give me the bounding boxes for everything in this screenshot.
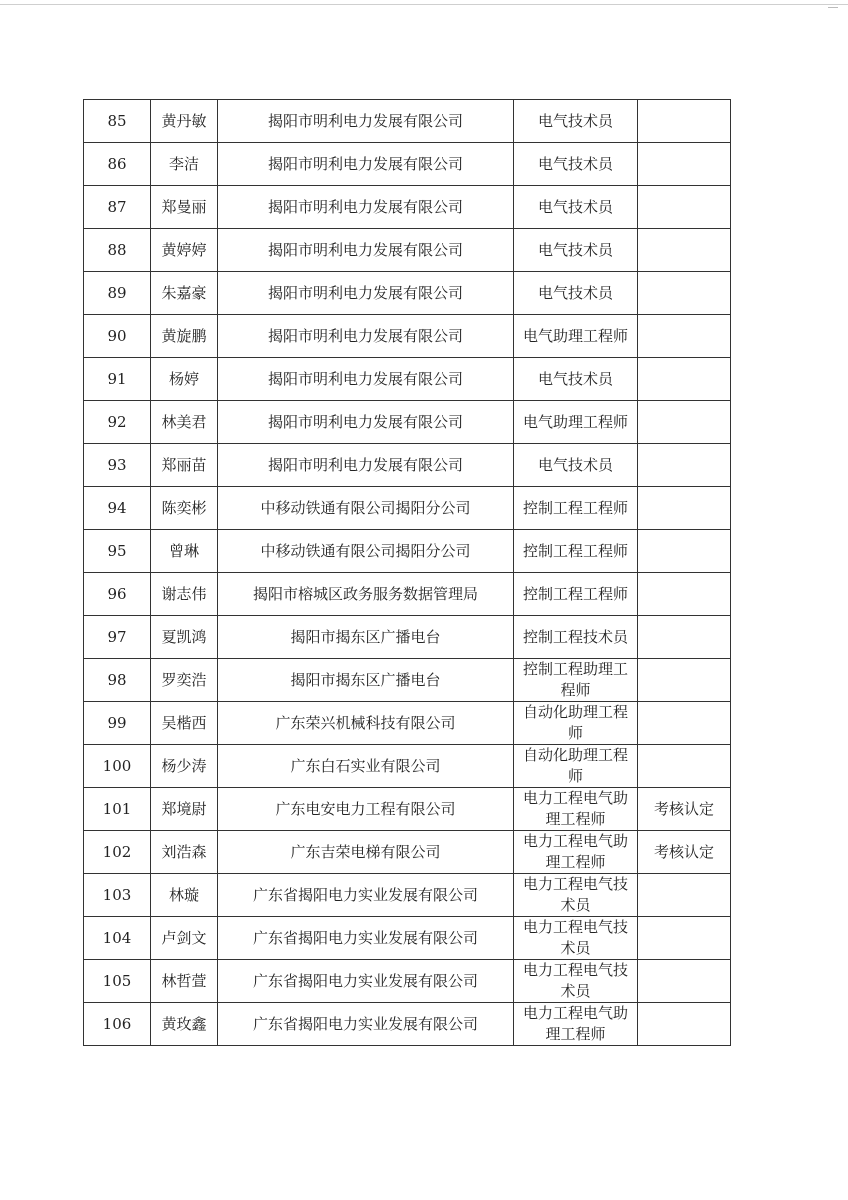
remark-cell — [638, 143, 731, 186]
row-number-cell: 92 — [84, 401, 151, 444]
remark-cell: 考核认定 — [638, 831, 731, 874]
row-number-cell: 95 — [84, 530, 151, 573]
person-name-cell: 杨少涛 — [151, 745, 218, 788]
person-name-cell: 黄旋鹏 — [151, 315, 218, 358]
person-name-cell: 林璇 — [151, 874, 218, 917]
organization-cell: 揭阳市榕城区政务服务数据管理局 — [218, 573, 514, 616]
person-name-cell: 朱嘉豪 — [151, 272, 218, 315]
job-title-cell — [514, 788, 638, 831]
organization-cell: 揭阳市明利电力发展有限公司 — [218, 272, 514, 315]
table-row — [84, 444, 731, 487]
job-title-text: 控制工程技术员 — [522, 627, 628, 646]
job-title-text: 自动化助理工程师 — [522, 746, 628, 785]
person-name-cell: 林美君 — [151, 401, 218, 444]
person-name-cell: 郑丽苗 — [151, 444, 218, 487]
organization-cell: 中移动铁通有限公司揭阳分公司 — [218, 487, 514, 530]
personnel-table-body — [84, 100, 731, 1046]
row-number-cell: 106 — [84, 1003, 151, 1046]
job-title-text: 电气技术员 — [537, 283, 613, 302]
job-title-text: 电力工程电气助理工程师 — [522, 1004, 628, 1043]
table-row — [84, 702, 731, 745]
remark-cell — [638, 616, 731, 659]
job-title-cell — [514, 100, 638, 143]
remark-cell — [638, 358, 731, 401]
row-number-cell: 102 — [84, 831, 151, 874]
organization-cell: 揭阳市明利电力发展有限公司 — [218, 186, 514, 229]
table-row — [84, 358, 731, 401]
job-title-cell — [514, 1003, 638, 1046]
table-row — [84, 745, 731, 788]
row-number-cell: 103 — [84, 874, 151, 917]
person-name-cell: 曾琳 — [151, 530, 218, 573]
job-title-text: 控制工程工程师 — [522, 498, 628, 517]
job-title-cell — [514, 745, 638, 788]
organization-cell: 广东吉荣电梯有限公司 — [218, 831, 514, 874]
person-name-cell: 郑曼丽 — [151, 186, 218, 229]
organization-cell: 广东白石实业有限公司 — [218, 745, 514, 788]
job-title-text: 自动化助理工程师 — [522, 703, 628, 742]
remark-cell — [638, 530, 731, 573]
job-title-cell — [514, 315, 638, 358]
remark-cell — [638, 1003, 731, 1046]
table-row — [84, 874, 731, 917]
remark-cell — [638, 272, 731, 315]
person-name-cell: 黄玫鑫 — [151, 1003, 218, 1046]
job-title-text: 电气技术员 — [537, 455, 613, 474]
row-number-cell: 88 — [84, 229, 151, 272]
row-number-cell: 97 — [84, 616, 151, 659]
organization-cell: 广东省揭阳电力实业发展有限公司 — [218, 960, 514, 1003]
table-row — [84, 659, 731, 702]
row-number-cell: 86 — [84, 143, 151, 186]
organization-cell: 揭阳市明利电力发展有限公司 — [218, 315, 514, 358]
row-number-cell: 105 — [84, 960, 151, 1003]
row-number-cell: 85 — [84, 100, 151, 143]
job-title-text: 电力工程电气助理工程师 — [522, 789, 628, 828]
remark-cell — [638, 659, 731, 702]
organization-cell: 广东荣兴机械科技有限公司 — [218, 702, 514, 745]
job-title-cell — [514, 358, 638, 401]
job-title-text: 电力工程电气技术员 — [522, 961, 628, 1000]
job-title-text: 电气技术员 — [537, 154, 613, 173]
table-row — [84, 186, 731, 229]
remark-cell — [638, 487, 731, 530]
remark-cell — [638, 100, 731, 143]
table-row — [84, 401, 731, 444]
job-title-text: 控制工程助理工程师 — [522, 660, 628, 699]
table-row — [84, 272, 731, 315]
organization-cell: 广东电安电力工程有限公司 — [218, 788, 514, 831]
job-title-cell — [514, 444, 638, 487]
remark-cell — [638, 573, 731, 616]
table-row — [84, 143, 731, 186]
organization-cell: 广东省揭阳电力实业发展有限公司 — [218, 917, 514, 960]
organization-cell: 揭阳市明利电力发展有限公司 — [218, 229, 514, 272]
organization-cell: 揭阳市揭东区广播电台 — [218, 616, 514, 659]
organization-cell: 广东省揭阳电力实业发展有限公司 — [218, 1003, 514, 1046]
table-row — [84, 100, 731, 143]
person-name-cell: 刘浩森 — [151, 831, 218, 874]
job-title-cell — [514, 874, 638, 917]
job-title-text: 电气技术员 — [537, 111, 613, 130]
job-title-cell — [514, 960, 638, 1003]
job-title-cell — [514, 272, 638, 315]
personnel-table — [83, 99, 731, 1046]
remark-cell — [638, 745, 731, 788]
remark-cell: 考核认定 — [638, 788, 731, 831]
job-title-cell — [514, 702, 638, 745]
person-name-cell: 黄婷婷 — [151, 229, 218, 272]
person-name-cell: 郑境尉 — [151, 788, 218, 831]
remark-cell — [638, 401, 731, 444]
row-number-cell: 104 — [84, 917, 151, 960]
table-row — [84, 960, 731, 1003]
job-title-cell — [514, 831, 638, 874]
organization-cell: 揭阳市揭东区广播电台 — [218, 659, 514, 702]
job-title-cell — [514, 917, 638, 960]
row-number-cell: 89 — [84, 272, 151, 315]
remark-cell — [638, 917, 731, 960]
job-title-cell — [514, 229, 638, 272]
remark-cell — [638, 702, 731, 745]
person-name-cell: 林哲萱 — [151, 960, 218, 1003]
remark-cell — [638, 315, 731, 358]
person-name-cell: 卢剑文 — [151, 917, 218, 960]
table-row — [84, 616, 731, 659]
table-row — [84, 1003, 731, 1046]
remark-cell — [638, 186, 731, 229]
remark-cell — [638, 874, 731, 917]
person-name-cell: 吴楷西 — [151, 702, 218, 745]
table-row — [84, 917, 731, 960]
organization-cell: 广东省揭阳电力实业发展有限公司 — [218, 874, 514, 917]
job-title-cell — [514, 186, 638, 229]
person-name-cell: 李洁 — [151, 143, 218, 186]
row-number-cell: 91 — [84, 358, 151, 401]
job-title-text: 控制工程工程师 — [522, 541, 628, 560]
job-title-text: 控制工程工程师 — [522, 584, 628, 603]
job-title-cell — [514, 659, 638, 702]
table-row — [84, 788, 731, 831]
organization-cell: 中移动铁通有限公司揭阳分公司 — [218, 530, 514, 573]
job-title-cell — [514, 487, 638, 530]
row-number-cell: 98 — [84, 659, 151, 702]
job-title-text: 电气助理工程师 — [522, 326, 628, 345]
organization-cell: 揭阳市明利电力发展有限公司 — [218, 100, 514, 143]
job-title-text: 电气助理工程师 — [522, 412, 628, 431]
scan-corner-mark — [828, 0, 838, 8]
row-number-cell: 87 — [84, 186, 151, 229]
organization-cell: 揭阳市明利电力发展有限公司 — [218, 358, 514, 401]
remark-cell — [638, 960, 731, 1003]
row-number-cell: 90 — [84, 315, 151, 358]
job-title-text: 电力工程电气技术员 — [522, 875, 628, 914]
row-number-cell: 100 — [84, 745, 151, 788]
job-title-text: 电力工程电气技术员 — [522, 918, 628, 957]
person-name-cell: 杨婷 — [151, 358, 218, 401]
table-row — [84, 315, 731, 358]
job-title-cell — [514, 530, 638, 573]
organization-cell: 揭阳市明利电力发展有限公司 — [218, 444, 514, 487]
row-number-cell: 99 — [84, 702, 151, 745]
table-row — [84, 573, 731, 616]
table-row — [84, 229, 731, 272]
person-name-cell: 夏凯鸿 — [151, 616, 218, 659]
job-title-cell — [514, 143, 638, 186]
table-row — [84, 530, 731, 573]
person-name-cell: 罗奕浩 — [151, 659, 218, 702]
organization-cell: 揭阳市明利电力发展有限公司 — [218, 143, 514, 186]
job-title-text: 电气技术员 — [537, 197, 613, 216]
job-title-cell — [514, 616, 638, 659]
row-number-cell: 96 — [84, 573, 151, 616]
job-title-cell — [514, 401, 638, 444]
remark-cell — [638, 229, 731, 272]
person-name-cell: 谢志伟 — [151, 573, 218, 616]
table-row — [84, 831, 731, 874]
scan-edge-line — [0, 4, 848, 5]
job-title-text: 电力工程电气助理工程师 — [522, 832, 628, 871]
job-title-text: 电气技术员 — [537, 369, 613, 388]
organization-cell: 揭阳市明利电力发展有限公司 — [218, 401, 514, 444]
job-title-cell — [514, 573, 638, 616]
row-number-cell: 93 — [84, 444, 151, 487]
table-row — [84, 487, 731, 530]
job-title-text: 电气技术员 — [537, 240, 613, 259]
person-name-cell: 黄丹敏 — [151, 100, 218, 143]
person-name-cell: 陈奕彬 — [151, 487, 218, 530]
row-number-cell: 101 — [84, 788, 151, 831]
remark-cell — [638, 444, 731, 487]
row-number-cell: 94 — [84, 487, 151, 530]
